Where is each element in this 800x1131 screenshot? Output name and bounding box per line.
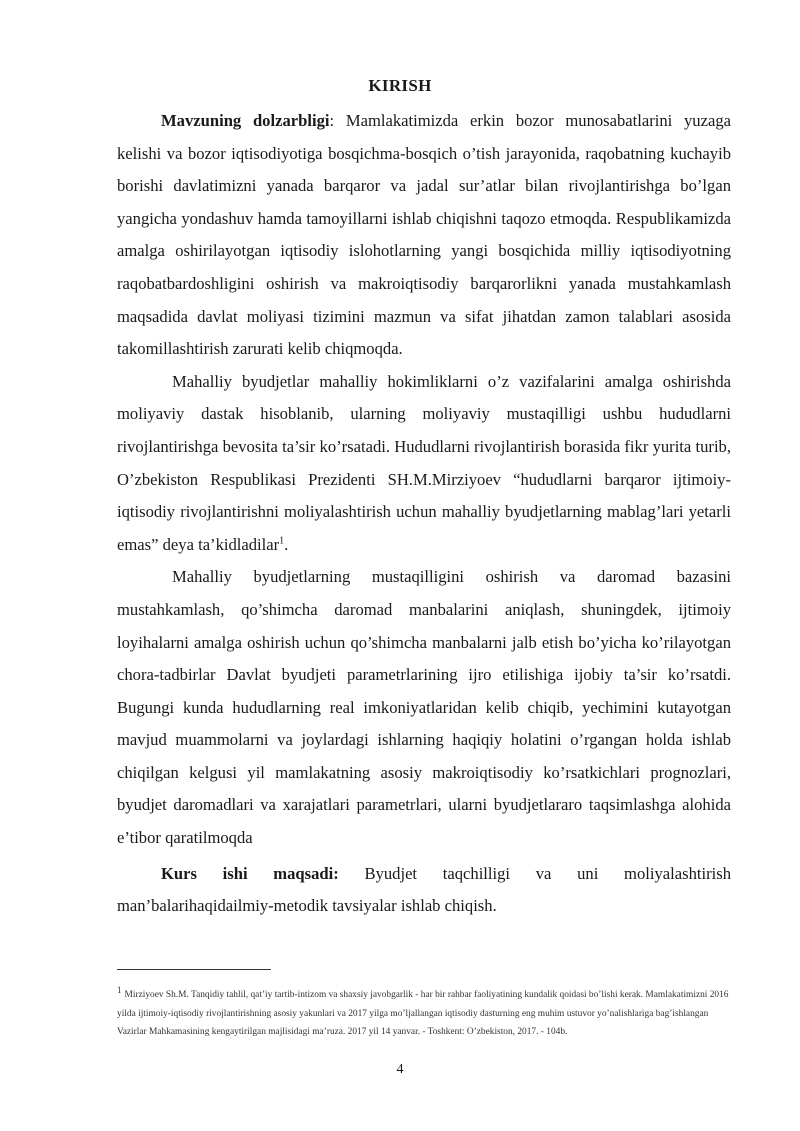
paragraph-relevance	[117, 105, 731, 366]
footnote-text: Mirziyoev Sh.M. Tanqidiy tahlil, qat’iy tartib-intizom va shaxsiy javobgarlik - har bir rahbar faoliyatining kundalik qoidasi bo’lishi kerak. Mamlakatimizni 2016 yilda ijtimoiy-iqtisodiy rivojlantirishning asosiy yakunlari va 2017 yilga mo’ljallangan iqtisodiy dasturning eng muhim ustuvor yo’nalishlariga bag’ishlangan Vazirlar Mahkamasining kengaytirilgan majlisidagi ma’ruza. 2017 yil 14 yanvar. - Toshkent: O’zbekiston, 2017. - 104b.	[117, 990, 729, 1037]
course-goal-text: Byudjet taqchilligi va uni moliyalashtirish man’balarihaqidailmiy-metodik tavsiyalar ishlab chiqish.	[117, 863, 731, 916]
paragraph-local-budgets	[117, 366, 731, 562]
relevance-text: : Mamlakatimizda erkin bozor munosabatlarini yuzaga kelishi va bozor iqtisodiyotiga bosqichma-bosqich o’tish jarayonida, raqobatning kuchayib borishi davlatimizni yanada barqaror va jadal sur’atlar bilan rivojlantirishga bo’lgan yangicha yondashuv hamda tamoyillarni ishlab chiqishni taqozo etmoqda. Respublikamizda amalga oshirilayotgan iqtisodiy islohotlarning yangi bosqichida milliy iqtisodiyotning raqobatbardoshligini oshirish va makroiqtisodiy barqarorlikni yanada mustahkamlash maqsadida davlat moliyasi tizimini mazmun va sifat jihatdan zamon talablari asosida takomillashtirish zarurati kelib chiqmoqda.	[117, 111, 731, 359]
footnote-divider	[117, 969, 271, 970]
relevance-lead: Mavzuning dolzarbligi	[161, 111, 330, 130]
course-goal-lead: Kurs ishi maqsadi:	[161, 863, 339, 883]
footnote-reference[interactable]: 1	[279, 535, 285, 547]
paragraph-course-goal	[117, 858, 731, 923]
local-budgets-end: .	[284, 534, 289, 554]
paragraph-independence	[117, 561, 731, 854]
footnote-mark: 1	[117, 984, 122, 995]
independence-text: Mahalliy byudjetlarning mustaqilligini oshirish va daromad bazasini mustahkamlash, qo’shimcha daromad manbalarini aniqlash, shuningdek, ijtimoiy loyihalarni amalga oshirish uchun qo’shimcha manbalarni jalb etish bo’yicha ko’rilayotgan chora-tadbirlar Davlat byudjeti parametrlarining ijro etilishiga ijobiy ta’sir ko’rsatdi. Bugungi kunda hududlarning real imkoniyatlaridan kelib chiqib, yechimini kutayotgan mavjud muammolarni va joylardagi ishlarning haqiqiy holatini o’rgangan holda ishlab chiqilgan kelgusi yil mamlakatning asosiy makroiqtisodiy ko’rsatkichlari prognozlari, byudjet daromadlari va xarajatlari parametrlari, ularni byudjetlararo taqsimlashga alohida e’tibor qaratilmoqda	[117, 567, 731, 848]
body-text	[117, 105, 731, 923]
footnote	[117, 986, 737, 1042]
section-heading: KIRISH	[368, 76, 432, 95]
page-number: 4	[396, 1062, 404, 1077]
local-budgets-text: Mahalliy byudjetlar mahalliy hokimliklarni o’z vazifalarini amalga oshirishda moliyaviy dastak hisoblanib, ularning moliyaviy mustaqilligi ushbu hududlarni rivojlantirishga bevosita ta’sir ko’rsatadi. Hududlarni rivojlantirish borasida fikr yurita turib, O’zbekiston Respublikasi Prezidenti SH.M.Mirziyoev “hududlarni barqaror ijtimoiy-iqtisodiy rivojlantirishni moliyalashtirish uchun mahalliy byudjetlarning mablag’lari yetarli emas” deya ta’kidladilar	[117, 371, 731, 554]
